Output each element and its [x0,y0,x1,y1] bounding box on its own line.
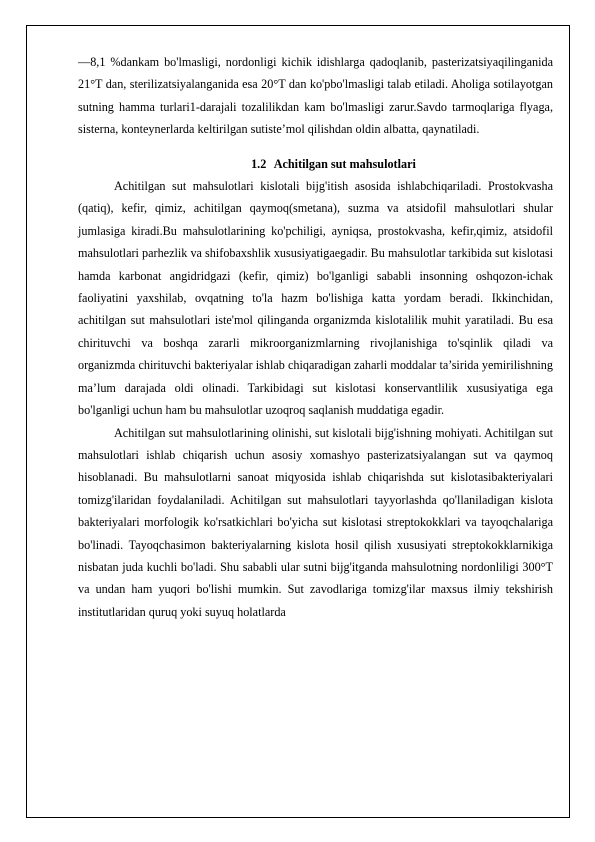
section-number: 1.2 [251,156,267,171]
document-body [78,51,553,623]
section-heading [78,153,553,175]
paragraph-fermented-products: Achitilgan sut mahsulotlari kislotali bijg'itish asosida ishlabchiqariladi. Prostokvasha (qatiq), kefir, qimiz, achitilgan qaymoq(smetana), suzma va atsidofil mahsulotlari shular jumlasiga kiradi.Bu mahsulotlarining ko'pchiligi, ayniqsa, prostokvasha, kefir,qimiz, atsidofil mahsulotlari parhezlik va shifobaxshlik xususiyatigaegadir. Bu mahsulotlar tarkibida sut kislotasi hamda karbonat angidridgazi (kefir, qimiz) bo'lganligi sababli insonning oshqozon-ichak faoliyatini yaxshilab, ovqatning to'la hazm bo'lishiga katta yordam beradi. Ikkinchidan, achitilgan sut mahsulotlari iste'mol qilinganda organizmda kislotalilik muhit yaratiladi. Bu esa chirituvchi va boshqa zararli mikroorganizmlarning rivojlanishiga to'sqinlik qiladi va organizmda chirituvchi bakteriyalar ishlab chiqaradigan zaharli moddalar ta’sirida yemirilishning ma’lum darajada oldi olinadi. Tarkibidagi sut kislotasi konservantlilik xususiyatiga ega bo'lganligi uchun ham bu mahsulotlar uzoqroq saqlanish muddatiga egadir. [78,179,553,418]
paragraph-intro: —8,1 %dankam bo'lmasligi, nordonligi kichik idishlarga qadoqlanib, pasterizatsiyaqilinganida 21°T dan, sterilizatsiyalanganida esa 20°T dan ko'pbo'lmasligi talab etiladi. Aholiga sotilayotgan sutning hamma turlari1-darajali tozalilikdan kam bo'lmasligi zarur.Savdo tarmoqlariga flyaga, sisterna, konteynerlarda keltirilgan sutiste’mol qilishdan oldin albatta, qaynatiladi. [78,55,553,137]
paragraph-fermentation-process: Achitilgan sut mahsulotlarining olinishi, sut kislotali bijg'ishning mohiyati. Achitilgan sut mahsulotlari ishlab chiqarish uchun asosiy xomashyo pasterizatsiyalangan sut va qaymoq hisoblanadi. Bu mahsulotlarni sanoat miqyosida ishlab chiqarishda sut kislotasibakteriyalari tomizg'ilaridan foydalaniladi. Achitilgan sut mahsulotlari tayyorlashda qo'llaniladigan kislota bakteriyalari morfologik ko'rsatkichlari bo'yicha sut kislotasi streptokokklari va tayoqchalariga bo'linadi. Tayoqchasimon bakteriyalarning kislota hosil qilish xususiyati streptokokklarnikiga nisbatan juda kuchli bo'ladi. Shu sababli ular sutni bijg'itganda mahsulotning nordonliligi 300°T va undan ham yuqori bo'lishi mumkin. Sut zavodlariga tomizg'ilar maxsus ilmiy tekshirish institutlaridan quruq yoki suyuq holatlarda [78,425,553,619]
section-title: Achitilgan sut mahsulotlari [273,156,416,171]
